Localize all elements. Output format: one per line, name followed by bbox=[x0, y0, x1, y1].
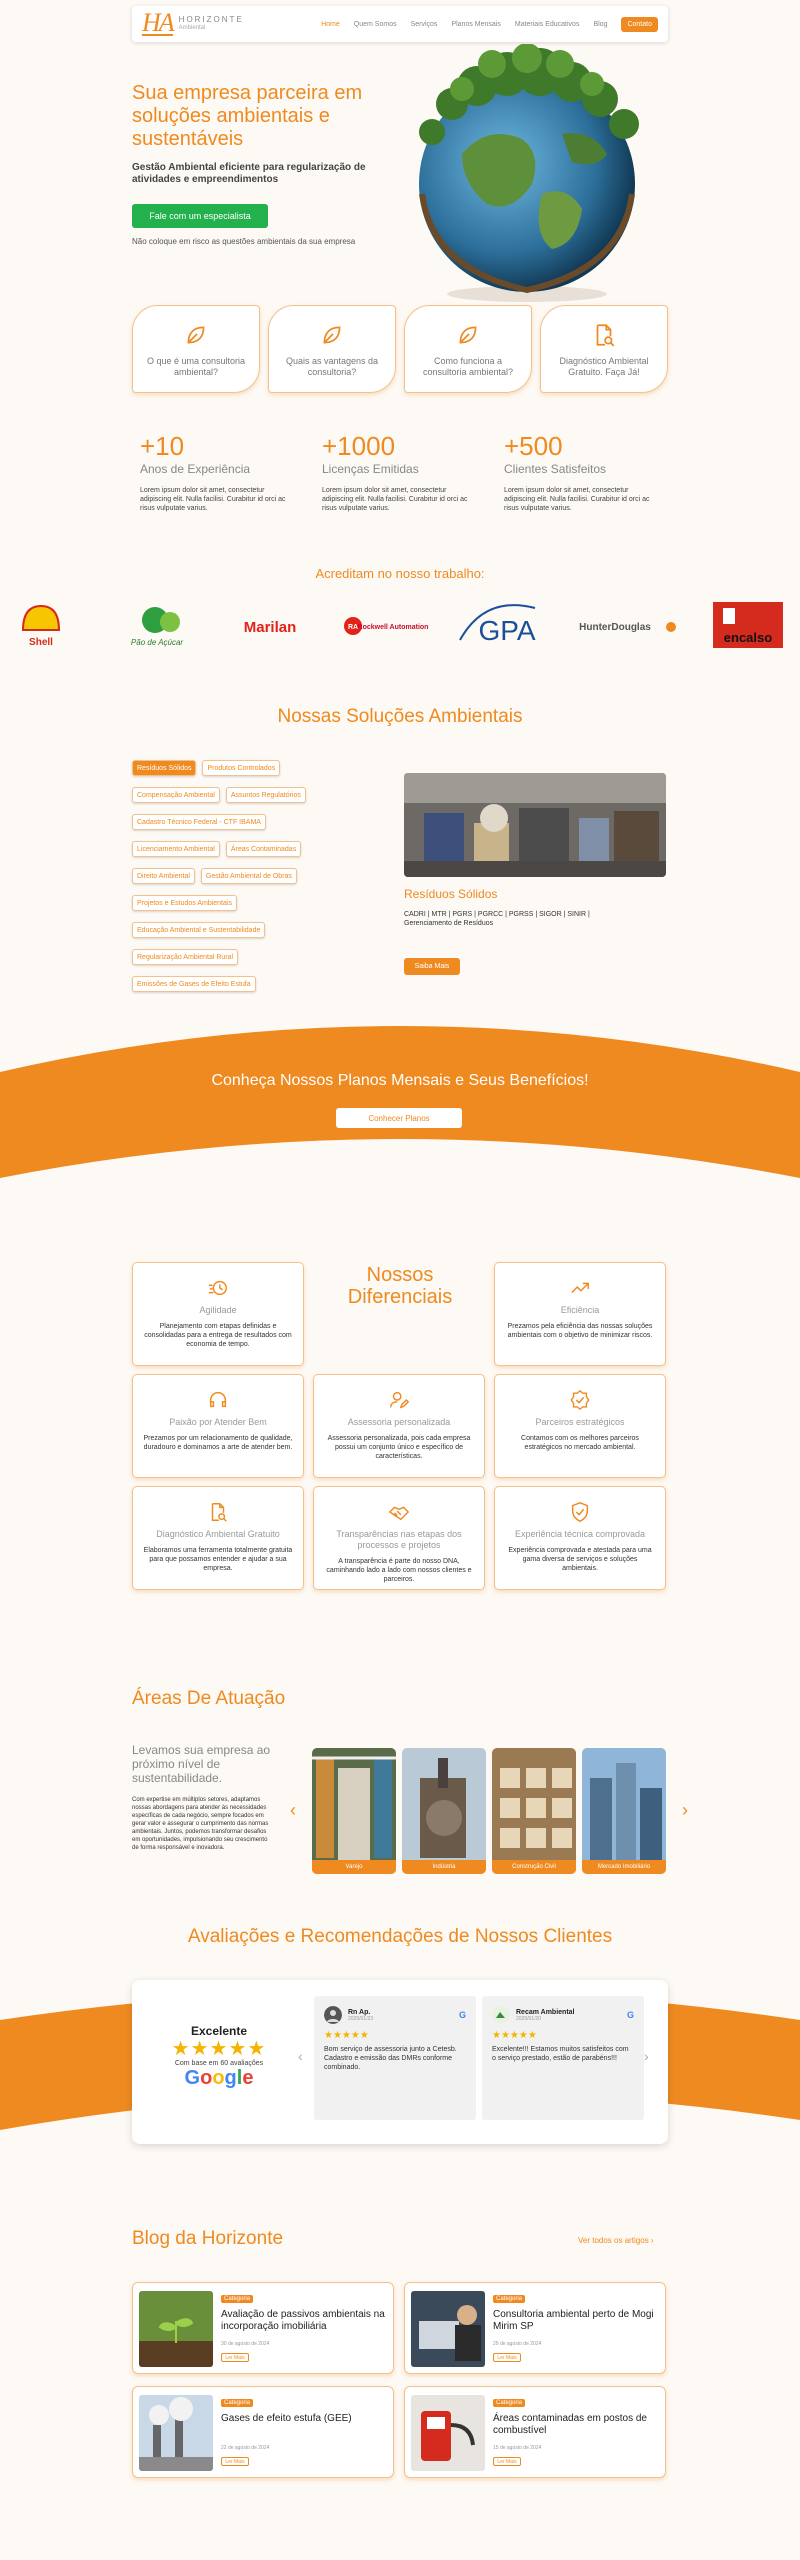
logo-mark: HA bbox=[142, 8, 173, 37]
diferencial-text: A transparência é parte do nosso DNA, caminhando lado a lado com nossos clientes e parceiros. bbox=[326, 1558, 472, 1583]
diferencial-card bbox=[494, 1374, 666, 1478]
review-text: Bom serviço de assessoria junto a Cetesb. Cadastro e emissão das DMRs conforme combinado. bbox=[324, 2046, 457, 2071]
tag-residuos-solidos[interactable]: Resíduos Sólidos bbox=[132, 760, 196, 776]
blog-card[interactable] bbox=[132, 2386, 394, 2478]
trending-up-icon bbox=[569, 1277, 591, 1299]
diferencial-heading: Diagnóstico Ambiental Gratuito bbox=[156, 1529, 280, 1539]
logo-hunterdouglas: HunterDouglas bbox=[579, 622, 651, 633]
blog-card[interactable] bbox=[404, 2386, 666, 2478]
plans-band bbox=[0, 1010, 800, 1190]
logo-encalso: encalso bbox=[723, 630, 773, 645]
tag-assuntos-regulatorios[interactable]: Assuntos Regulatórios bbox=[226, 787, 306, 803]
nav-home[interactable]: Home bbox=[321, 20, 340, 28]
faq-label: Como funciona a consultoria ambiental? bbox=[422, 356, 514, 377]
review-text: Excelente!!! Estamos muitos satisfeitos com o serviço prestado, estão de parabéns!!! bbox=[492, 2046, 629, 2062]
tag-emissoes-gee[interactable]: Emissões de Gases de Efeito Estufa bbox=[132, 976, 256, 992]
blog-post-date: 22 de agosto de 2024 bbox=[221, 2445, 270, 2451]
shield-check-icon bbox=[569, 1501, 591, 1523]
nav-materiais[interactable]: Materiais Educativos bbox=[514, 20, 580, 28]
review-card bbox=[482, 1996, 644, 2120]
blog-title: Blog da Horizonte bbox=[132, 2228, 284, 2249]
diferencial-card bbox=[132, 1374, 304, 1478]
hero-subtitle: Gestão Ambiental eficiente para regularização de atividades e empreendimentos bbox=[132, 162, 366, 185]
blog-image-greenhouse-gas bbox=[139, 2395, 213, 2471]
tag-ctf-ibama[interactable]: Cadastro Técnico Federal - CTF IBAMA bbox=[132, 814, 266, 830]
nav-contact-button[interactable]: Contato bbox=[621, 17, 658, 32]
leaf-icon bbox=[455, 322, 481, 348]
stat-number: +1000 bbox=[322, 431, 396, 461]
blog-card[interactable] bbox=[132, 2282, 394, 2374]
area-card[interactable] bbox=[492, 1748, 576, 1874]
logo-name: HORIZONTE bbox=[178, 15, 244, 24]
diferencial-heading: Agilidade bbox=[199, 1305, 237, 1315]
diferencial-text: Prezamos pela eficiência das nossas soluções ambientais com o objetivo de minimizar riscos. bbox=[507, 1323, 653, 1339]
rockwell-logo bbox=[344, 617, 428, 635]
diferencial-card bbox=[313, 1486, 485, 1590]
diferencial-text: Elaboramos uma ferramenta totalmente gratuita para que possamos entender e ajudar a sua empresa. bbox=[143, 1547, 293, 1572]
diferencial-card bbox=[132, 1486, 304, 1590]
tag-gestao-obras[interactable]: Gestão Ambiental de Obras bbox=[201, 868, 297, 884]
areas-title: Áreas De Atuação bbox=[132, 1688, 286, 1709]
earth-forest-image bbox=[392, 44, 662, 306]
stat-caption: Clientes Satisfeitos bbox=[504, 462, 607, 476]
blog-category-badge: Categoria bbox=[221, 2399, 253, 2407]
leaf-icon bbox=[183, 322, 209, 348]
blog-read-more-button[interactable]: Ler Mais bbox=[221, 2353, 249, 2362]
hunterdouglas-logo bbox=[579, 622, 676, 633]
stat-text: Lorem ipsum dolor sit amet, consectetur adipiscing elit. Nulla facilisi. Curabitur id orci ac risus vulputate varius. bbox=[322, 487, 468, 512]
diferencial-heading: Parceiros estratégicos bbox=[535, 1417, 625, 1427]
blog-post-title: Áreas contaminadas em postos de combustível bbox=[493, 2413, 647, 2436]
blog-post-date: 15 de agosto de 2024 bbox=[493, 2445, 542, 2451]
area-image-industria bbox=[402, 1748, 486, 1874]
area-card[interactable] bbox=[582, 1748, 666, 1874]
hero-note: Não coloque em risco as questões ambientais da sua empresa bbox=[132, 237, 356, 246]
faq-card[interactable] bbox=[132, 305, 260, 393]
stat-block bbox=[322, 432, 492, 513]
blog-category-badge: Categoria bbox=[493, 2399, 525, 2407]
leaf-icon bbox=[319, 322, 345, 348]
hero-title: Sua empresa parceira em soluções ambientais e sustentáveis bbox=[132, 82, 363, 150]
blog-post-date: 29 de agosto de 2024 bbox=[493, 2341, 542, 2347]
diferenciais-title: Nossos Diferenciais bbox=[347, 1264, 453, 1308]
area-caption: Indústria bbox=[402, 1860, 486, 1874]
blog-read-more-button[interactable]: Ler Mais bbox=[493, 2353, 521, 2362]
tag-areas-contaminadas[interactable]: Áreas Contaminadas bbox=[226, 841, 301, 857]
logo-marilan: Marilan bbox=[243, 619, 297, 636]
diferencial-card bbox=[494, 1486, 666, 1590]
solutions-title: Nossas Soluções Ambientais bbox=[277, 706, 523, 727]
area-image-varejo bbox=[312, 1748, 396, 1874]
user-edit-icon bbox=[388, 1389, 410, 1411]
diferencial-text: Prezamos por um relacionamento de qualidade, duradouro e dominamos a arte de atender bem. bbox=[143, 1435, 293, 1451]
blog-image-seedling bbox=[139, 2291, 213, 2367]
area-image-imobiliario bbox=[582, 1748, 666, 1874]
reviewer-name: Recam Ambiental bbox=[516, 2008, 575, 2016]
blog-read-more-button[interactable]: Ler Mais bbox=[493, 2457, 521, 2466]
reviews-title: Avaliações e Recomendações de Nossos Clientes bbox=[187, 1926, 613, 1947]
clock-fast-icon bbox=[207, 1277, 229, 1299]
carousel-next-icon[interactable]: › bbox=[682, 1800, 688, 1820]
waste-facility-image bbox=[404, 773, 666, 877]
google-g-icon: G bbox=[458, 2010, 466, 2020]
areas-text: Com expertise em múltiplos setores, adaptamos nossas abordagens para atender às necessidades específicas de cada negócio, sempre focados em gerar valor e assegurar o cumprimento das normas ambientais. Juntos, podemos transformar desafios em oportunidades, impulsionando seu crescimento de forma responsável e inovadora. bbox=[132, 1797, 269, 1851]
diferencial-text: Contamos com os melhores parceiros estratégicos no mercado ambiental. bbox=[521, 1435, 639, 1451]
plans-title: Conheça Nossos Planos Mensais e Seus Benefícios! bbox=[211, 1072, 589, 1089]
diferencial-text: Assessoria personalizada, pois cada empresa possui um conjunto único e específico de características. bbox=[327, 1435, 471, 1460]
review-card bbox=[314, 1996, 476, 2120]
clients-title: Acreditam no nosso trabalho: bbox=[315, 566, 485, 581]
diferencial-card bbox=[494, 1262, 666, 1366]
google-g-icon: G bbox=[626, 2010, 634, 2020]
blog-image-consulting bbox=[411, 2291, 485, 2367]
stat-block bbox=[504, 432, 674, 513]
client-logos bbox=[15, 600, 785, 650]
blog-category-badge: Categoria bbox=[221, 2295, 253, 2303]
blog-card[interactable] bbox=[404, 2282, 666, 2374]
tag-projetos-estudos[interactable]: Projetos e Estudos Ambientais bbox=[132, 895, 237, 911]
blog-post-date: 30 de agosto de 2024 bbox=[221, 2341, 270, 2347]
hero-cta-button[interactable]: Fale com um especialista bbox=[132, 204, 268, 228]
nav-blog[interactable]: Blog bbox=[593, 20, 608, 28]
faq-card[interactable] bbox=[404, 305, 532, 393]
document-search-icon bbox=[207, 1501, 229, 1523]
nav-planos[interactable]: Planos Mensais bbox=[451, 20, 501, 28]
blog-view-all-link[interactable]: Ver todos os artigos › bbox=[578, 2236, 654, 2245]
logo-rockwell: Rockwell Automation bbox=[357, 624, 429, 631]
area-image-construcao bbox=[492, 1748, 576, 1874]
stat-caption: Anos de Experiência bbox=[140, 462, 251, 476]
diferencial-text: Experiência comprovada e atestada para uma gama diversa de serviços e soluções ambientais. bbox=[508, 1547, 652, 1572]
reviews-prev-icon[interactable]: ‹ bbox=[298, 2048, 303, 2064]
encalso-logo bbox=[713, 602, 783, 648]
shell-logo bbox=[23, 606, 59, 648]
reviews-summary-label: Excelente bbox=[190, 2024, 248, 2038]
gpa-logo bbox=[460, 605, 536, 646]
handshake-icon bbox=[388, 1501, 410, 1523]
logo-gpa: GPA bbox=[478, 615, 536, 646]
reviews-based-on: Com base em 60 avaliações bbox=[174, 2060, 264, 2067]
reviewer-name: Rn Ap. bbox=[348, 2008, 371, 2016]
diferencial-heading: Assessoria personalizada bbox=[347, 1417, 451, 1427]
diferencial-card bbox=[313, 1374, 485, 1478]
nav-servicos[interactable]: Serviços bbox=[410, 20, 438, 28]
blog-post-title: Gases de efeito estufa (GEE) bbox=[221, 2413, 352, 2424]
blog-read-more-button[interactable]: Ler Mais bbox=[221, 2457, 249, 2466]
headset-icon bbox=[207, 1389, 229, 1411]
faq-card[interactable] bbox=[540, 305, 668, 393]
faq-label: O que é uma consultoria ambiental? bbox=[146, 356, 246, 377]
faq-card[interactable] bbox=[268, 305, 396, 393]
blog-post-title: Avaliação de passivos ambientais na incorporação imobiliária bbox=[221, 2309, 385, 2332]
blog-category-badge: Categoria bbox=[493, 2295, 525, 2303]
solution-name: Resíduos Sólidos bbox=[404, 887, 498, 901]
review-stars: ★★★★★ bbox=[492, 2030, 537, 2041]
solutions-tag-list bbox=[132, 760, 372, 992]
tag-produtos-controlados[interactable]: Produtos Controlados bbox=[202, 760, 280, 776]
diferencial-heading: Paixão por Atender Bem bbox=[169, 1417, 267, 1427]
diferencial-heading: Eficiência bbox=[560, 1305, 600, 1315]
stat-number: +10 bbox=[140, 431, 185, 461]
stat-number: +500 bbox=[504, 431, 563, 461]
tag-compensacao[interactable]: Compensação Ambiental bbox=[132, 787, 220, 803]
logo-tagline: Ambiental bbox=[178, 25, 206, 31]
blog-image-fuel-station bbox=[411, 2395, 485, 2471]
stat-text: Lorem ipsum dolor sit amet, consectetur adipiscing elit. Nulla facilisi. Curabitur id orci ac risus vulputate varius. bbox=[140, 487, 286, 512]
nav-quem-somos[interactable]: Quem Somos bbox=[353, 20, 397, 28]
review-stars: ★★★★★ bbox=[324, 2030, 369, 2041]
tag-regularizacao-rural[interactable]: Regularização Ambiental Rural bbox=[132, 949, 238, 965]
diferencial-text: Planejamento com etapas definidas e consolidadas para a entrega de resultados com economia de tempo. bbox=[144, 1323, 292, 1348]
google-logo: Google bbox=[184, 2067, 254, 2089]
badge-check-icon bbox=[569, 1389, 591, 1411]
review-date: 2025/01/23 bbox=[348, 2015, 374, 2022]
area-caption: Construção Civil bbox=[492, 1860, 576, 1874]
review-date: 2025/01/20 bbox=[516, 2015, 542, 2022]
solution-more-button[interactable]: Saiba Mais bbox=[404, 958, 460, 975]
top-nav bbox=[132, 6, 668, 42]
areas-subtitle: Levamos sua empresa ao próximo nível de sustentabilidade. bbox=[132, 1743, 271, 1785]
stat-caption: Licenças Emitidas bbox=[322, 462, 419, 476]
logo[interactable] bbox=[142, 8, 244, 37]
svg-text:RA: RA bbox=[347, 624, 359, 631]
stat-text: Lorem ipsum dolor sit amet, consectetur adipiscing elit. Nulla facilisi. Curabitur id orci ac risus vulputate varius. bbox=[504, 487, 650, 512]
diferencial-card bbox=[132, 1262, 304, 1366]
logo-shell: Shell bbox=[29, 637, 53, 648]
area-card[interactable] bbox=[312, 1748, 396, 1874]
carousel-prev-icon[interactable]: ‹ bbox=[290, 1800, 296, 1820]
area-caption: Mercado Imobiliário bbox=[582, 1860, 666, 1874]
reviews-summary bbox=[148, 2024, 290, 2089]
reviewer-avatar bbox=[324, 2006, 342, 2024]
faq-label: Quais as vantagens da consultoria? bbox=[285, 356, 379, 377]
tag-licenciamento[interactable]: Licenciamento Ambiental bbox=[132, 841, 220, 857]
stat-block bbox=[140, 432, 310, 513]
logo-pao-de-acucar: Pão de Açúcar bbox=[130, 638, 184, 647]
solution-description: CADRI | MTR | PGRS | PGRCC | PGRSS | SIGOR | SINIR | Gerenciamento de Resíduos bbox=[404, 911, 590, 927]
blog-post-title: Consultoria ambiental perto de Mogi Mirim SP bbox=[493, 2309, 654, 2332]
diferencial-heading: Experiência técnica comprovada bbox=[514, 1529, 646, 1539]
area-caption: Varejo bbox=[312, 1860, 396, 1874]
reviews-next-icon[interactable]: › bbox=[644, 2048, 649, 2064]
faq-label: Diagnóstico Ambiental Gratuito. Faça Já! bbox=[559, 356, 649, 377]
reviews-summary-stars: ★★★★★ bbox=[171, 2038, 267, 2060]
plans-cta-button[interactable]: Conhecer Planos bbox=[336, 1108, 462, 1128]
tag-direito-ambiental[interactable]: Direito Ambiental bbox=[132, 868, 195, 884]
tag-educacao-ambiental[interactable]: Educação Ambiental e Sustentabilidade bbox=[132, 922, 265, 938]
pao-de-acucar-logo bbox=[131, 607, 184, 647]
reviewer-avatar bbox=[492, 2006, 510, 2024]
document-search-icon bbox=[591, 322, 617, 348]
diferencial-heading: Transparências nas etapas dos processos e projetos bbox=[336, 1529, 462, 1550]
area-card[interactable] bbox=[402, 1748, 486, 1874]
